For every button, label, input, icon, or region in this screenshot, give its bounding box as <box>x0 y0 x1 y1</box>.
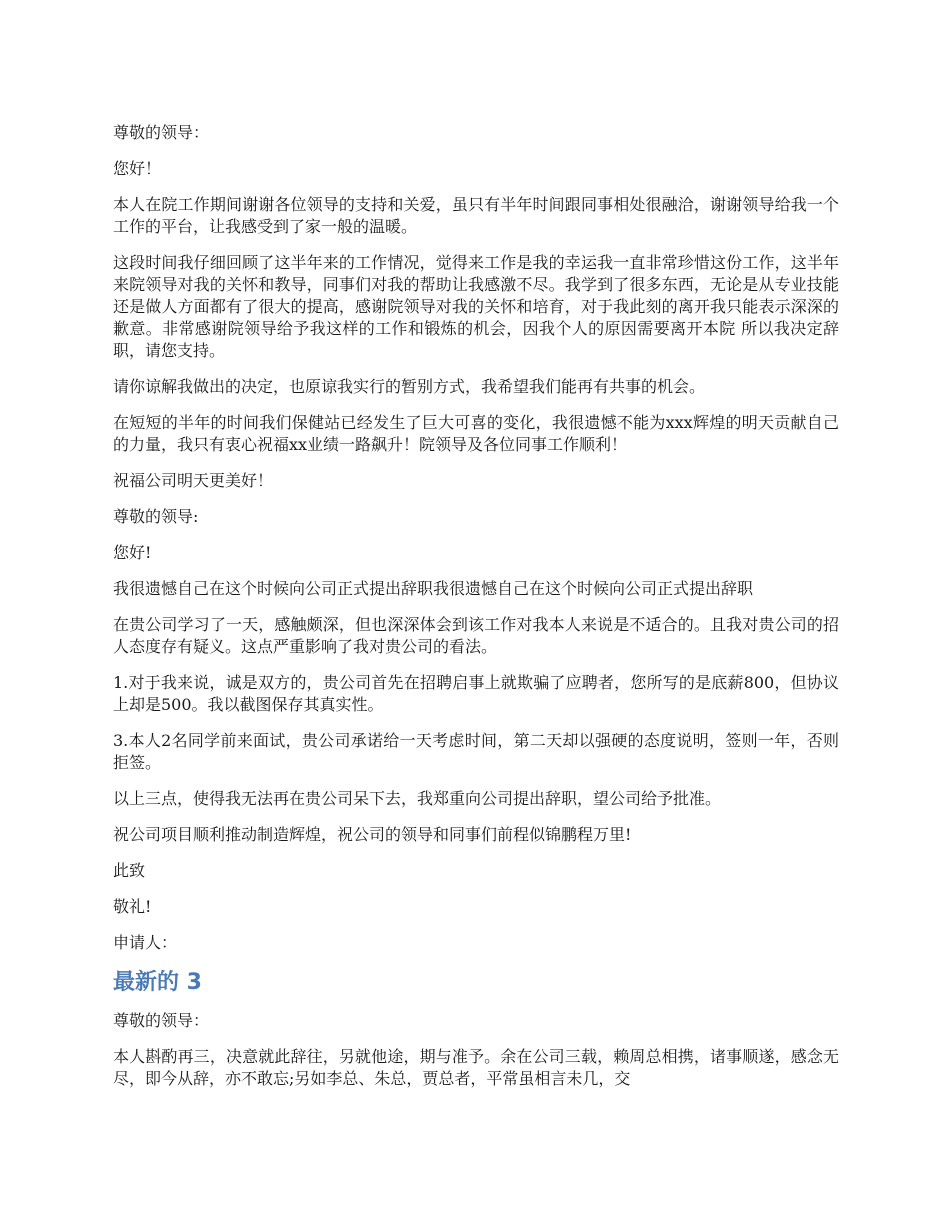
body-paragraph: 我很遗憾自己在这个时候向公司正式提出辞职我很遗憾自己在这个时候向公司正式提出辞职 <box>113 579 754 598</box>
section-heading: 最新的 3 <box>113 970 202 995</box>
greeting: 您好! <box>113 543 152 562</box>
closing-wish: 祝公司项目顺利推动制造辉煌，祝公司的领导和同事们前程似锦鹏程万里! <box>113 825 632 844</box>
body-paragraph: 本人在院工作期间谢谢各位领导的支持和关爱，虽只有半年时间跟同事相处很融洽，谢谢领导给我一个工作的平台，让我感受到了家一般的温暖。 <box>113 195 839 236</box>
body-paragraph: 这段时间我仔细回顾了这半年来的工作情况，觉得来工作是我的幸运我一直非常珍惜这份工作，这半年来院领导对我的关怀和教导，同事们对我的帮助让我感激不尽。我学到了很多东西，无论是从专业技能还是做人方面都有了很大的提高，感谢院领导对我的关怀和培育，对于我此刻的离开我只能表示深深的歉意。非常感谢院领导给予我这样的工作和锻炼的机会，因我个人的原因需要离开本院 所以我决定辞职，请您支持。 <box>113 253 839 360</box>
salutation: 尊敬的领导: <box>113 507 199 526</box>
closing-salute: 敬礼! <box>113 897 152 916</box>
salutation: 尊敬的领导： <box>113 123 210 142</box>
body-paragraph: 1.对于我来说，诚是双方的，贵公司首先在招聘启事上就欺骗了应聘者，您所写的是底薪800，但协议上却是500。我以截图保存其真实性。 <box>113 673 839 714</box>
applicant-signature-line: 申请人： <box>113 933 178 952</box>
document-page <box>113 122 839 1104</box>
closing-wish: 祝福公司明天更美好！ <box>113 471 274 490</box>
body-paragraph: 以上三点，使得我无法再在贵公司呆下去，我郑重向公司提出辞职，望公司给予批准。 <box>113 789 722 808</box>
letter-section-1 <box>113 122 839 954</box>
greeting: 您好！ <box>113 159 162 178</box>
salutation: 尊敬的领导： <box>113 1011 210 1030</box>
body-paragraph: 3.本人2名同学前来面试，贵公司承诺给一天考虑时间，第二天却以强硬的态度说明，签则一年，否则拒签。 <box>113 731 839 772</box>
closing-phrase: 此致 <box>113 861 146 880</box>
body-paragraph: 在短短的半年的时间我们保健站已经发生了巨大可喜的变化，我很遗憾不能为xxx辉煌的明天贡献自己的力量，我只有衷心祝福xx业绩一路飙升！院领导及各位同事工作顺利！ <box>113 413 839 454</box>
body-paragraph: 本人斟酌再三，决意就此辞往，另就他途，期与准予。余在公司三载，赖周总相携，诸事顺遂，感念无尽，即今从辞，亦不敢忘;另如李总、朱总，贾总者，平常虽相言未几，交 <box>113 1047 839 1088</box>
body-paragraph: 在贵公司学习了一天，感触颇深，但也深深体会到该工作对我本人来说是不适合的。且我对贵公司的招人态度存有疑义。这点严重影响了我对贵公司的看法。 <box>113 615 839 656</box>
letter-section-2 <box>113 1010 839 1090</box>
body-paragraph: 请你谅解我做出的决定，也原谅我实行的暂别方式，我希望我们能再有共事的机会。 <box>113 377 706 396</box>
